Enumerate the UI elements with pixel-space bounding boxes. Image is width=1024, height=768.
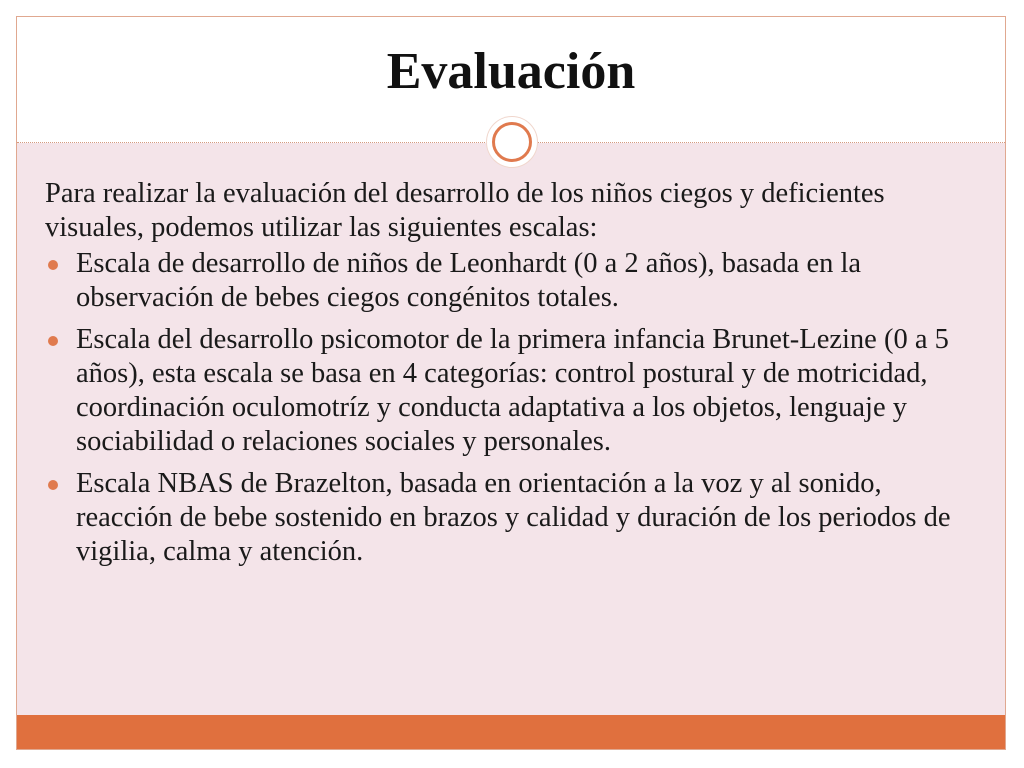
bullet-dot-icon <box>48 480 58 490</box>
list-item <box>45 323 985 459</box>
bullet-dot-icon <box>48 336 58 346</box>
bullet-text: Escala del desarrollo psicomotor de la primera infancia Brunet-Lezine (0 a 5 años), esta escala se basa en 4 categorías: control postural y de motricidad, coordinación oculomotríz y conducta adaptativa a los objetos, lenguaje y sociabilidad o relaciones sociales y personales. <box>76 324 949 457</box>
bullet-text: Escala de desarrollo de niños de Leonhardt (0 a 2 años), basada en la observación de bebes ciegos congénitos totales. <box>76 248 862 313</box>
bullet-text: Escala NBAS de Brazelton, basada en orientación a la voz y al sonido, reacción de bebe sostenido en brazos y calidad y duración de los periodos de vigilia, calma y atención. <box>76 468 951 567</box>
intro-text: Para realizar la evaluación del desarrollo de los niños ciegos y deficientes visuales, podemos utilizar las siguientes escalas: <box>45 178 885 243</box>
slide-title: Evaluación <box>386 43 636 100</box>
slide <box>16 16 1006 750</box>
circle-ornament-icon <box>487 117 537 167</box>
bullet-list <box>45 247 985 569</box>
bullet-dot-icon <box>48 260 58 270</box>
list-item <box>45 467 985 569</box>
footer-bar <box>17 715 1005 749</box>
list-item <box>45 247 985 315</box>
slide-body <box>45 177 985 577</box>
circle-ornament-ring <box>492 122 532 162</box>
